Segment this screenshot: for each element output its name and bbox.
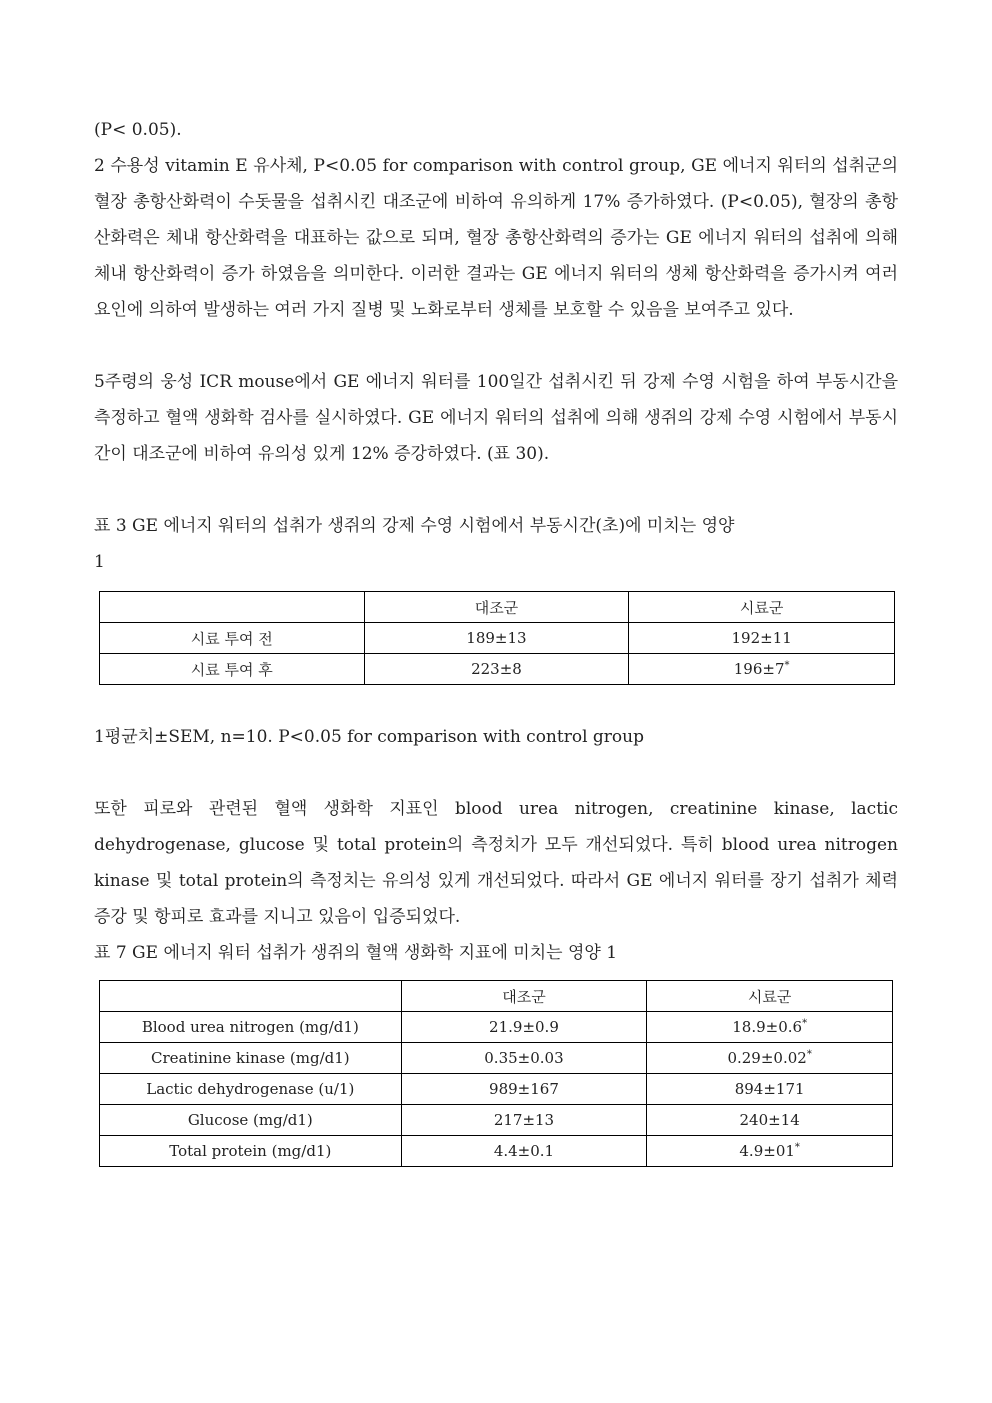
- table3-caption-ref: 1: [94, 552, 105, 572]
- footnote-text: 평균치±SEM, n=10. P<0.05 for comparison with control group: [104, 727, 644, 747]
- table-row: [100, 1136, 893, 1167]
- table3-footnote: [94, 719, 898, 755]
- table-row: [100, 1074, 893, 1105]
- sample-value: [629, 654, 895, 685]
- table3-header-control: 대조군: [364, 592, 629, 623]
- control-value: 989±167: [401, 1074, 647, 1105]
- control-value: 21.9±0.9: [401, 1012, 647, 1043]
- significance-mark: *: [806, 1049, 812, 1060]
- significance-mark: *: [784, 660, 790, 671]
- control-value: 189±13: [364, 623, 629, 654]
- table-row: [100, 1012, 893, 1043]
- row-label: 시료 투여 전: [100, 623, 365, 654]
- sample-value-text: 240±14: [739, 1111, 800, 1129]
- table-row: [100, 654, 895, 685]
- table-row: [100, 1043, 893, 1074]
- table3-caption: [94, 508, 898, 580]
- row-label: Blood urea nitrogen (mg/d1): [100, 1012, 402, 1043]
- table3: [99, 591, 895, 685]
- spacer: [94, 328, 898, 364]
- table7-caption: 표 7 GE 에너지 워터 섭취가 생쥐의 혈액 생화학 지표에 미치는 영양 1: [94, 943, 618, 963]
- table7-header-row: [100, 981, 893, 1012]
- sample-value-text: 894±171: [734, 1080, 805, 1098]
- control-value: 4.4±0.1: [401, 1136, 647, 1167]
- row-label: Creatinine kinase (mg/d1): [100, 1043, 402, 1074]
- sample-value-text: 196±7: [733, 660, 785, 678]
- row-label: 시료 투여 후: [100, 654, 365, 685]
- paragraph-p-value: (P< 0.05).: [94, 120, 182, 140]
- table-row: [100, 623, 895, 654]
- sample-value: [647, 1136, 893, 1167]
- paragraph-blood-markers: 또한 피로와 관련된 혈액 생화학 지표인 blood urea nitrogen, creatinine kinase, lactic dehydrogenase, glucose 및 total protein의 측정치가 모두 개선되었다. 특히 blood urea nitrogen kinase 및 total protein의 측정치는 유의성 있게 개선되었다. 따라서 GE 에너지 워터를 장기 섭취가 체력증강 및 항피로 효과를 지니고 있음이 입증되었다.: [94, 799, 898, 927]
- control-value: 217±13: [401, 1105, 647, 1136]
- row-label: Glucose (mg/d1): [100, 1105, 402, 1136]
- row-label: Total protein (mg/d1): [100, 1136, 402, 1167]
- sample-value-text: 4.9±01: [739, 1142, 795, 1160]
- table3-caption-text: 표 3 GE 에너지 워터의 섭취가 생쥐의 강제 수영 시험에서 부동시간(초)에 미치는 영양: [94, 516, 735, 536]
- table3-header-sample: 시료군: [629, 592, 895, 623]
- table-row: [100, 1105, 893, 1136]
- sample-value: [647, 1105, 893, 1136]
- sample-value: [647, 1074, 893, 1105]
- table7-header-blank: [100, 981, 402, 1012]
- sample-value-text: 192±11: [731, 629, 792, 647]
- sample-value: [647, 1012, 893, 1043]
- paragraph-swim-test: 5주령의 웅성 ICR mouse에서 GE 에너지 워터를 100일간 섭취시킨 뒤 강제 수영 시험을 하여 부동시간을 측정하고 혈액 생화학 검사를 실시하였다. GE 에너지 워터의 섭취에 의해 생쥐의 강제 수영 시험에서 부동시간이 대조군에 비하여 유의성 있게 12% 증강하였다. (표 30).: [94, 372, 898, 464]
- significance-mark: *: [802, 1018, 808, 1029]
- document-page: [94, 112, 898, 1167]
- significance-mark: *: [794, 1142, 800, 1153]
- table3-header-blank: [100, 592, 365, 623]
- control-value: 0.35±0.03: [401, 1043, 647, 1074]
- control-value: 223±8: [364, 654, 629, 685]
- spacer: [94, 472, 898, 508]
- table7-header-control: 대조군: [401, 981, 647, 1012]
- paragraph-antioxidant: 2 수용성 vitamin E 유사체, P<0.05 for comparison with control group, GE 에너지 워터의 섭취군의 혈장 총항산화력이 수돗물을 섭취시킨 대조군에 비하여 유의하게 17% 증가하였다. (P<0.05), 혈장의 총항산화력은 체내 항산화력을 대표하는 값으로 되며, 혈장 총항산화력의 증가는 GE 에너지 워터의 섭취에 의해 체내 항산화력이 증가 하였음을 의미한다. 이러한 결과는 GE 에너지 워터의 생체 항산화력을 증가시켜 여러 요인에 의하여 발생하는 여러 가지 질병 및 노화로부터 생체를 보호할 수 있음을 보여주고 있다.: [94, 156, 898, 320]
- sample-value: [647, 1043, 893, 1074]
- table7-header-sample: 시료군: [647, 981, 893, 1012]
- sample-value-text: 18.9±0.6: [732, 1018, 803, 1036]
- spacer: [94, 755, 898, 791]
- table7: [99, 980, 893, 1167]
- footnote-ref: 1: [94, 727, 105, 747]
- table3-header-row: [100, 592, 895, 623]
- sample-value: [629, 623, 895, 654]
- row-label: Lactic dehydrogenase (u/1): [100, 1074, 402, 1105]
- sample-value-text: 0.29±0.02: [727, 1049, 807, 1067]
